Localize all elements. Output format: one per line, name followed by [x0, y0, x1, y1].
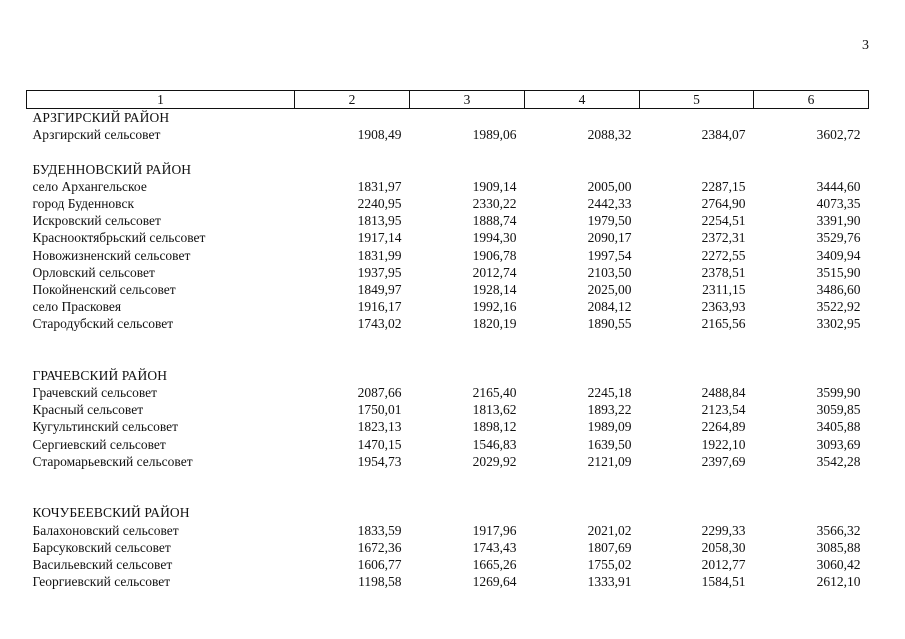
- settlement-name: город Буденновск: [32, 196, 135, 212]
- value-cell-col-5: 2397,69: [701, 453, 746, 469]
- value-cell-col-6: 3602,72: [816, 127, 861, 143]
- settlement-name: Сергиевский сельсовет: [32, 436, 166, 452]
- value-cell-col-6: 3093,69: [816, 436, 861, 452]
- value-cell-col-6: 3522,92: [816, 299, 861, 315]
- value-cell-col-5: 2165,56: [701, 316, 746, 332]
- value-cell-col-3: 1743,43: [472, 539, 517, 555]
- table-row: [27, 264, 869, 281]
- settlement-name: Грачевский сельсовет: [32, 385, 158, 401]
- value-cell-col-4: 1989,09: [587, 419, 632, 435]
- value-cell-col-2: 1831,97: [357, 178, 402, 194]
- settlement-name: Барсуковский сельсовет: [32, 539, 171, 555]
- value-cell-col-4: 2025,00: [587, 281, 632, 297]
- settlement-name: Арзгирский сельсовет: [32, 127, 161, 143]
- value-cell-col-3: 2165,40: [472, 385, 517, 401]
- value-cell-col-4: 1997,54: [587, 247, 632, 263]
- table-row: [27, 126, 869, 143]
- table-body: [27, 109, 869, 591]
- value-cell-col-5: 2488,84: [701, 385, 746, 401]
- value-cell-col-2: 1750,01: [357, 402, 402, 418]
- table-row: [27, 436, 869, 453]
- value-cell-col-5: 2254,51: [701, 213, 746, 229]
- table-row: [27, 247, 869, 264]
- value-cell-col-4: 1755,02: [587, 556, 632, 572]
- column-header-6: 6: [754, 91, 869, 109]
- value-cell-col-6: 3599,90: [816, 385, 861, 401]
- value-cell-col-6: 3515,90: [816, 264, 861, 280]
- district-heading: ГРАЧЕВСКИЙ РАЙОН: [32, 367, 168, 383]
- value-cell-col-4: 2021,02: [587, 522, 632, 538]
- value-cell-col-4: 2442,33: [587, 196, 632, 212]
- settlement-name: Красный сельсовет: [32, 402, 144, 418]
- value-cell-col-3: 2012,74: [472, 264, 517, 280]
- spacer-cell: [27, 332, 869, 349]
- value-cell-col-6: 3409,94: [816, 247, 861, 263]
- settlement-name: Балахоновский сельсовет: [32, 522, 179, 538]
- value-cell-col-2: 1470,15: [357, 436, 402, 452]
- value-cell-col-2: 2240,95: [357, 196, 402, 212]
- value-cell-col-5: 2299,33: [701, 522, 746, 538]
- value-cell-col-3: 1928,14: [472, 281, 517, 297]
- value-cell-col-6: 3529,76: [816, 230, 861, 246]
- section-spacer: [27, 487, 869, 504]
- value-cell-col-3: 1906,78: [472, 247, 517, 263]
- value-cell-col-4: 2121,09: [587, 453, 632, 469]
- column-header-5: 5: [640, 91, 754, 109]
- value-cell-col-2: 1743,02: [357, 316, 402, 332]
- table-header: [27, 91, 869, 109]
- table-row: [27, 556, 869, 573]
- column-header-1: 1: [27, 91, 295, 109]
- value-cell-col-4: 2103,50: [587, 264, 632, 280]
- value-cell-col-3: 1917,96: [472, 522, 517, 538]
- value-cell-col-5: 2264,89: [701, 419, 746, 435]
- value-cell-col-3: 1994,30: [472, 230, 517, 246]
- value-cell-col-4: 1890,55: [587, 316, 632, 332]
- spacer-cell: [27, 470, 869, 487]
- settlement-name: Георгиевский сельсовет: [32, 574, 171, 590]
- value-cell-col-2: 1917,14: [357, 230, 402, 246]
- section-spacer: [27, 143, 869, 160]
- table-row: [27, 281, 869, 298]
- tariff-table-container: [26, 90, 868, 590]
- value-cell-col-4: 1333,91: [587, 574, 632, 590]
- table-row: [27, 178, 869, 195]
- value-cell-col-6: 3391,90: [816, 213, 861, 229]
- value-cell-col-2: 1833,59: [357, 522, 402, 538]
- value-cell-col-2: 1606,77: [357, 556, 402, 572]
- settlement-name: село Архангельское: [32, 178, 147, 194]
- value-cell-col-5: 2372,31: [701, 230, 746, 246]
- value-cell-col-4: 2090,17: [587, 230, 632, 246]
- table-row: [27, 573, 869, 590]
- column-header-2: 2: [295, 91, 410, 109]
- district-heading-row: [27, 367, 869, 384]
- value-cell-col-6: 4073,35: [816, 196, 861, 212]
- value-cell-col-3: 1269,64: [472, 574, 517, 590]
- value-cell-col-4: 2245,18: [587, 385, 632, 401]
- value-cell-col-3: 1888,74: [472, 213, 517, 229]
- value-cell-col-3: 1546,83: [472, 436, 517, 452]
- value-cell-col-4: 2005,00: [587, 178, 632, 194]
- value-cell-col-2: 1916,17: [357, 299, 402, 315]
- value-cell-col-3: 2330,22: [472, 196, 517, 212]
- settlement-name: Новожизненский сельсовет: [32, 247, 191, 263]
- value-cell-col-4: 2084,12: [587, 299, 632, 315]
- district-heading-row: [27, 161, 869, 178]
- value-cell-col-4: 1639,50: [587, 436, 632, 452]
- value-cell-col-3: 1665,26: [472, 556, 517, 572]
- settlement-name: Искровский сельсовет: [32, 213, 161, 229]
- value-cell-col-2: 1849,97: [357, 281, 402, 297]
- value-cell-col-3: 1992,16: [472, 299, 517, 315]
- value-cell-col-5: 2012,77: [701, 556, 746, 572]
- settlement-name: Покойненский сельсовет: [32, 281, 176, 297]
- value-cell-col-2: 1908,49: [357, 127, 402, 143]
- value-cell-col-6: 3085,88: [816, 539, 861, 555]
- value-cell-col-5: 2123,54: [701, 402, 746, 418]
- value-cell-col-5: 1584,51: [701, 574, 746, 590]
- section-spacer: [27, 350, 869, 367]
- column-header-4: 4: [525, 91, 640, 109]
- value-cell-col-4: 1807,69: [587, 539, 632, 555]
- table-row: [27, 229, 869, 246]
- value-cell-col-6: 3059,85: [816, 402, 861, 418]
- value-cell-col-2: 1954,73: [357, 453, 402, 469]
- spacer-cell: [27, 350, 869, 367]
- value-cell-col-2: 2087,66: [357, 385, 402, 401]
- value-cell-col-3: 1989,06: [472, 127, 517, 143]
- settlement-name: Краснооктябрьский сельсовет: [32, 230, 206, 246]
- value-cell-col-3: 1898,12: [472, 419, 517, 435]
- value-cell-col-4: 1893,22: [587, 402, 632, 418]
- table-row: [27, 212, 869, 229]
- value-cell-col-5: 2363,93: [701, 299, 746, 315]
- table-row: [27, 453, 869, 470]
- settlement-name: Орловский сельсовет: [32, 264, 155, 280]
- value-cell-col-6: 3405,88: [816, 419, 861, 435]
- header-row: [27, 91, 869, 109]
- settlement-name: Кугультинский сельсовет: [32, 419, 179, 435]
- district-heading-row: [27, 504, 869, 521]
- value-cell-col-5: 2378,51: [701, 264, 746, 280]
- value-cell-col-4: 1979,50: [587, 213, 632, 229]
- table-row: [27, 401, 869, 418]
- table-row: [27, 539, 869, 556]
- district-heading: АРЗГИРСКИЙ РАЙОН: [32, 110, 170, 126]
- value-cell-col-6: 3444,60: [816, 178, 861, 194]
- settlement-name: Васильевский сельсовет: [32, 556, 173, 572]
- value-cell-col-6: 3486,60: [816, 281, 861, 297]
- value-cell-col-6: 3542,28: [816, 453, 861, 469]
- table-row: [27, 195, 869, 212]
- value-cell-col-5: 2764,90: [701, 196, 746, 212]
- value-cell-col-5: 1922,10: [701, 436, 746, 452]
- value-cell-col-2: 1813,95: [357, 213, 402, 229]
- district-heading-row: [27, 109, 869, 127]
- column-header-3: 3: [410, 91, 525, 109]
- table-row: [27, 522, 869, 539]
- value-cell-col-6: 2612,10: [816, 574, 861, 590]
- value-cell-col-2: 1672,36: [357, 539, 402, 555]
- value-cell-col-6: 3060,42: [816, 556, 861, 572]
- table-row: [27, 418, 869, 435]
- value-cell-col-5: 2272,55: [701, 247, 746, 263]
- table-row: [27, 298, 869, 315]
- settlement-name: Старомарьевский сельсовет: [32, 453, 193, 469]
- district-heading: БУДЕННОВСКИЙ РАЙОН: [32, 161, 192, 177]
- district-heading: КОЧУБЕЕВСКИЙ РАЙОН: [32, 505, 190, 521]
- page-number: 3: [862, 38, 869, 53]
- value-cell-col-3: 1820,19: [472, 316, 517, 332]
- value-cell-col-5: 2058,30: [701, 539, 746, 555]
- value-cell-col-6: 3566,32: [816, 522, 861, 538]
- value-cell-col-5: 2287,15: [701, 178, 746, 194]
- section-spacer: [27, 332, 869, 349]
- value-cell-col-5: 2311,15: [702, 281, 746, 297]
- value-cell-col-2: 1823,13: [357, 419, 402, 435]
- value-cell-col-3: 1909,14: [472, 178, 517, 194]
- spacer-cell: [27, 487, 869, 504]
- value-cell-col-4: 2088,32: [587, 127, 632, 143]
- spacer-cell: [27, 143, 869, 160]
- settlement-name: село Прасковея: [32, 299, 122, 315]
- value-cell-col-2: 1937,95: [357, 264, 402, 280]
- table-row: [27, 384, 869, 401]
- value-cell-col-6: 3302,95: [816, 316, 861, 332]
- value-cell-col-2: 1831,99: [357, 247, 402, 263]
- section-spacer: [27, 470, 869, 487]
- value-cell-col-5: 2384,07: [701, 127, 746, 143]
- settlement-name: Стародубский сельсовет: [32, 316, 174, 332]
- value-cell-col-2: 1198,58: [358, 574, 402, 590]
- tariff-table: [26, 90, 869, 590]
- value-cell-col-3: 2029,92: [472, 453, 517, 469]
- value-cell-col-3: 1813,62: [472, 402, 517, 418]
- table-row: [27, 315, 869, 332]
